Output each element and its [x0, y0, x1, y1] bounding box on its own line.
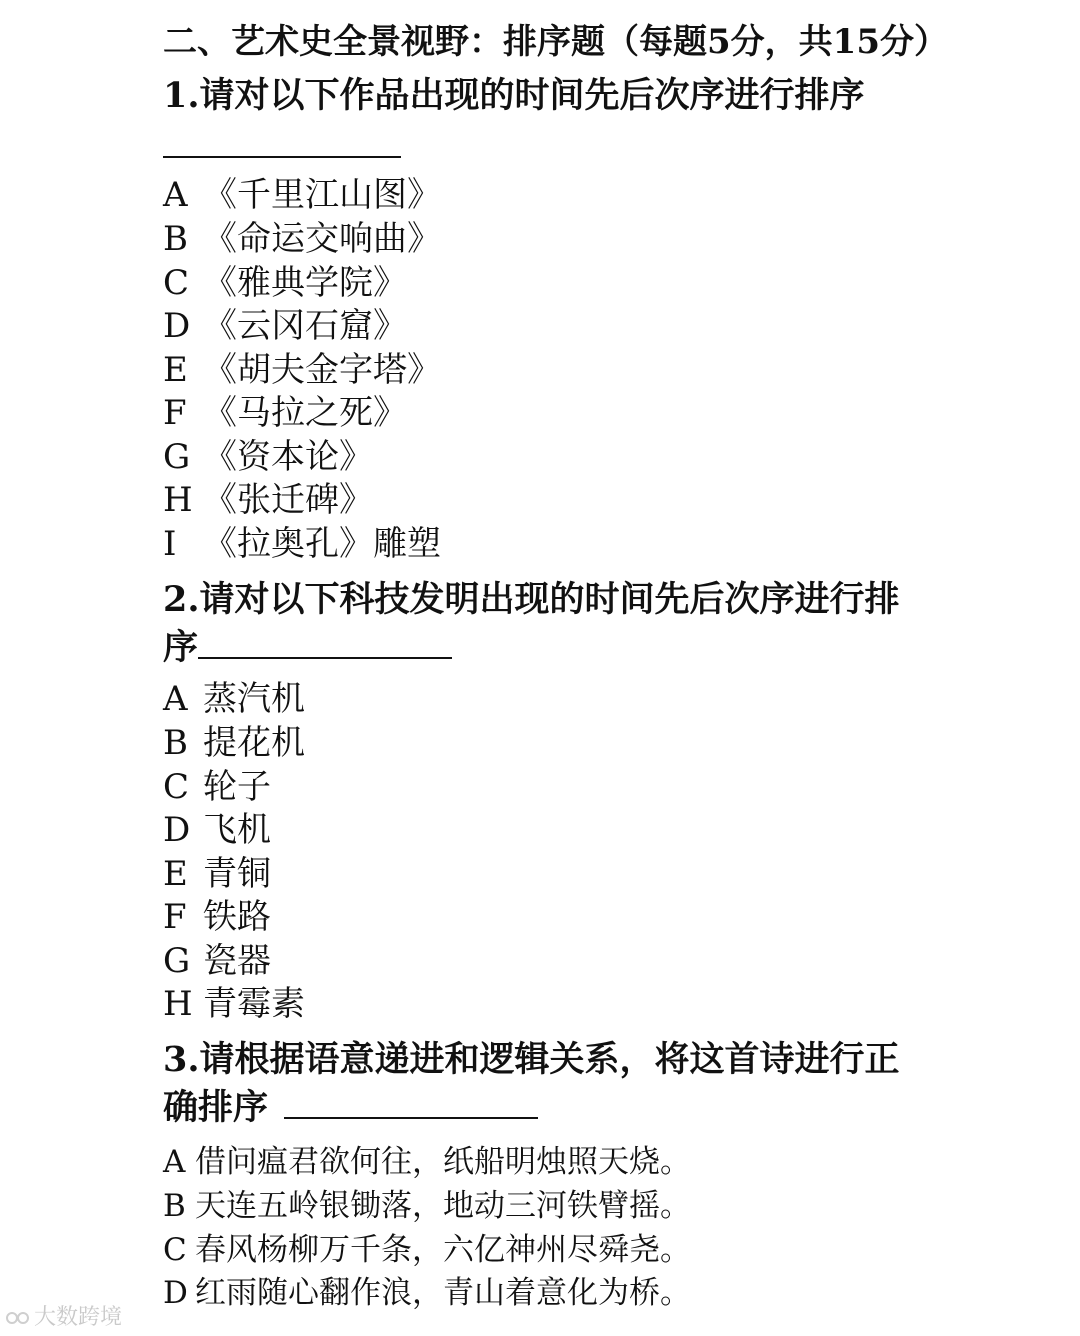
item-text: 瓷器: [203, 941, 271, 981]
item-text: 春风杨柳万千条，六亿神州尽舜尧。: [195, 1232, 691, 1268]
question-2-heading: 2.请对以下科技发明出现的时间先后次序进行排: [163, 579, 900, 620]
item-text: 提花机: [203, 723, 305, 763]
question-3-heading: 3.请根据语意递进和逻辑关系，将这首诗进行正: [163, 1039, 900, 1080]
item-letter: D: [163, 1275, 188, 1311]
item-letter: G: [163, 437, 191, 477]
q1-item: [163, 348, 441, 392]
q2-item: [163, 677, 305, 721]
q2-item: [163, 721, 305, 765]
question-1-heading: 1.请对以下作品出现的时间先后次序进行排序: [163, 75, 865, 116]
item-text: 蒸汽机: [203, 679, 305, 719]
q1-item: [163, 261, 407, 305]
question-2-heading-line2: 序: [163, 627, 199, 668]
item-letter: I: [163, 524, 177, 564]
item-letter: F: [163, 393, 187, 433]
item-text: 铁路: [203, 897, 271, 937]
item-text: 青铜: [203, 854, 271, 894]
q3-item: [163, 1184, 691, 1228]
q3-item: [163, 1140, 691, 1184]
q2-item: [163, 808, 271, 852]
question-3-answer-blank[interactable]: [284, 1081, 538, 1119]
item-letter: E: [163, 350, 188, 390]
item-letter: B: [163, 219, 188, 259]
section-title: 二、艺术史全景视野：排序题（每题5分，共15分）: [163, 22, 948, 62]
item-text: 青霉素: [203, 984, 305, 1024]
item-text: 《拉奥孔》雕塑: [203, 524, 441, 564]
item-text: 《资本论》: [203, 437, 373, 477]
item-text: 《张迁碑》: [203, 480, 373, 520]
item-letter: D: [163, 810, 191, 850]
item-letter: F: [163, 897, 187, 937]
item-letter: B: [163, 1188, 186, 1224]
item-text: 《马拉之死》: [203, 393, 407, 433]
item-letter: C: [163, 263, 190, 303]
watermark-text: 大数跨境: [34, 1305, 123, 1330]
q1-item: [163, 478, 373, 522]
watermark: [6, 1300, 122, 1331]
item-letter: B: [163, 723, 188, 763]
item-text: 《命运交响曲》: [203, 219, 441, 259]
q2-item: [163, 982, 305, 1026]
q2-item: [163, 765, 271, 809]
question-3-heading-line2: 确排序: [163, 1087, 269, 1128]
item-letter: E: [163, 854, 188, 894]
question-1-answer-blank[interactable]: [163, 122, 401, 158]
item-letter: C: [163, 1232, 187, 1268]
logo-icon: [6, 1305, 30, 1329]
item-text: 飞机: [203, 810, 271, 850]
item-letter: D: [163, 306, 191, 346]
item-letter: H: [163, 984, 193, 1024]
q1-item: [163, 435, 373, 479]
item-text: 《胡夫金字塔》: [203, 350, 441, 390]
q1-item: [163, 217, 441, 261]
item-letter: A: [163, 175, 188, 215]
question-2-heading-cont: [163, 621, 923, 671]
item-letter: H: [163, 480, 193, 520]
item-text: 《雅典学院》: [203, 263, 407, 303]
item-text: 《千里江山图》: [203, 175, 441, 215]
item-letter: A: [163, 679, 188, 719]
q3-item: [163, 1271, 691, 1315]
question-3-heading-cont: [163, 1081, 923, 1131]
item-letter: C: [163, 767, 190, 807]
item-letter: A: [163, 1144, 186, 1180]
item-text: 红雨随心翻作浪，青山着意化为桥。: [195, 1275, 691, 1311]
q1-item: [163, 173, 441, 217]
item-text: 《云冈石窟》: [203, 306, 407, 346]
item-text: 借问瘟君欲何往，纸船明烛照天烧。: [195, 1144, 691, 1180]
q2-item: [163, 852, 271, 896]
item-letter: G: [163, 941, 191, 981]
q1-item: [163, 304, 407, 348]
question-2-answer-blank[interactable]: [198, 621, 452, 659]
q2-item: [163, 895, 271, 939]
item-text: 轮子: [203, 767, 271, 807]
q2-item: [163, 939, 271, 983]
q1-item: [163, 391, 407, 435]
q1-item: [163, 522, 441, 566]
q3-item: [163, 1228, 691, 1272]
item-text: 天连五岭银锄落，地动三河铁臂摇。: [195, 1188, 691, 1224]
